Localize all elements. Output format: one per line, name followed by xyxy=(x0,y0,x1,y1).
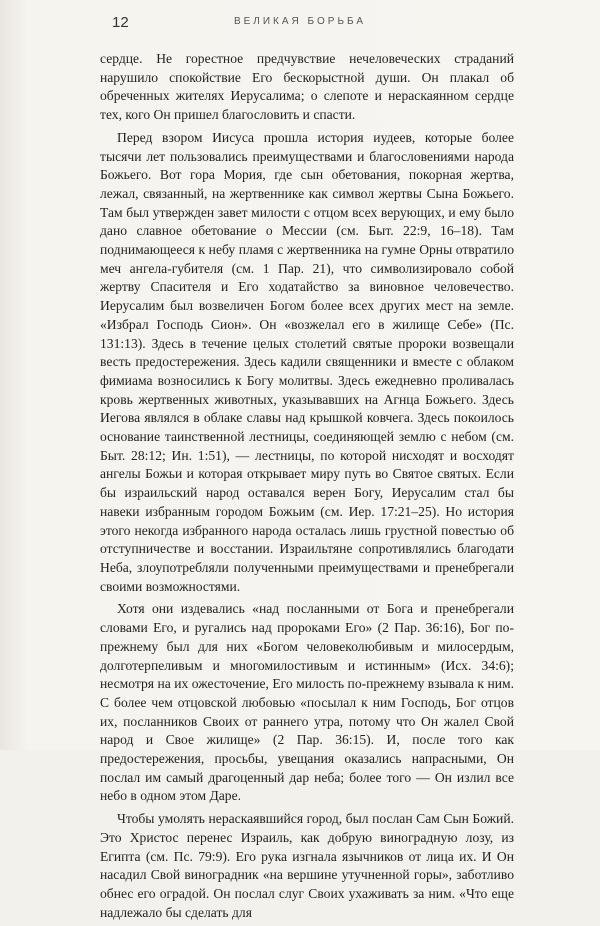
running-title: ВЕЛИКАЯ БОРЬБА xyxy=(233,16,367,27)
paragraph-continued: сердце. Не горестное предчувствие нечеловеческих страданий нарушило спокойствие Его бескорыстной души. Он плакал об обреченных жителях Иерусалима; о слепоте и нераскаянном сердце тех, кого Он пришел благословить и спасти. xyxy=(100,51,514,123)
paragraph: Перед взором Иисуса прошла история иудеев, которые более тысячи лет пользовались преимуществами и благословениями народа Божьего. Вот гора Мория, где сын обетования, покорная жертва, лежал, связанный, на жертвеннике как символ жертвы Сына Божьего. Там был утвержден завет милости с отцом всех верующих, и ему было дано славное обетование о Мессии (см. Быт. 22:9, 16–18). Там поднимающееся к небу пламя с жертвенника на гумне Орны отвратило меч ангела-губителя (см. 1 Пар. 21), что символизировало собой жертву Спасителя и Его ходатайство за виновное человечество. Иерусалим был возвеличен Богом более всех других мест на земле. «Избрал Господь Сион». Он «возжелал его в жилище Себе» (Пс. 131:13). Здесь в течение целых столетий святые пророки возвещали весть предостережения. Здесь кадили священники и вместе с облаком фимиама возносились к Богу молитвы. Здесь ежедневно проливалась кровь жертвенных животных, указывавших на Агнца Божьего. Здесь Иегова являлся в облаке славы над крышкой ковчега. Здесь покоилось основание таинственной лестницы, соединяющей землю с небом (см. Быт. 28:12; Ин. 1:51), — лестницы, по которой нисходят и восходят ангелы Божьи и которая открывает миру путь во Святое святых. Если бы израильский народ оставался верен Богу, Иерусалим стал бы навеки избранным городом Божьим (см. Иер. 17:21–25). Но история этого некогда избранного народа осталась лишь грустной повестью об отступничестве и восстании. Израильтяне сопротивлялись благодати Неба, злоупотребляли полученными преимуществами и пренебрегали своими возможностями. xyxy=(100,129,514,594)
page-number: 12 xyxy=(112,14,129,31)
paragraph: Хотя они издевались «над посланными от Бога и пренебрегали словами Его, и ругались над пророками Его» (2 Пар. 36:16), Бог по-прежнему был для них «Богом человеколюбивым и милосердым, долготерпеливым и многомилостивым и истинным» (Исх. 34:6); несмотря на их ожесточение, Его милость по-прежнему взывала к ним. С более чем отцовской любовью «посылал к ним Господь, Бог отцов их, посланников Своих от раннего утра, потому что Он жалел Свой народ и Свое жилище» (2 Пар. 36:15). И, после того как предостережения, просьбы, увещания оказались напрасными, Он послал им самый драгоценный дар неба; более того — Он излил все небо в одном этом Даре. xyxy=(100,601,514,804)
page-header xyxy=(0,12,600,32)
paragraph: Чтобы умолять нераскаявшийся город, был послан Сам Сын Божий. Это Христос перенес Израиль, как добрую виноградную лозу, из Египта (см. Пс. 79:9). Его рука изгнала язычников от лица их. И Он насадил Свой виноградник «на вершине утучненной горы», заботливо обнес его оградой. Он послал слуг Своих ухаживать за ним. «Что еще надлежало бы сделать для xyxy=(100,811,514,920)
body-text xyxy=(100,50,514,926)
